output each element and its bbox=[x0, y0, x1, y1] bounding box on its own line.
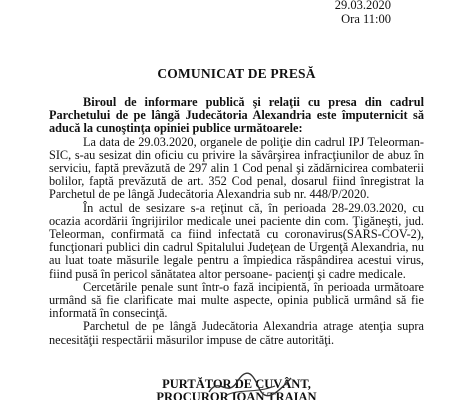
release-time: Ora 11:00 bbox=[341, 12, 391, 26]
paragraph-1: La data de 29.03.2020, organele de poliţie din cadrul IPJ Teleorman- SIC, s-au sesizat din oficiu cu privire la săvârşirea infracţiunilor de abuz în serviciu, faptă prevăzută de 297 alin 1 Cod penal şi zădărnicirea combaterii bolilor, faptă prevăzută de art. 352 Cod penal, dosarul fiind înregistrat la Parchetul de pe lângă Judecătoria Alexandria sub nr. 448/P/2020. bbox=[49, 134, 424, 202]
intro-paragraph: Biroul de informare publică şi relaţii cu presa din cadrul Parchetului de pe lângă Judecătoria Alexandria este împuternicit să aducă la cunoştinţa opiniei publice următoarele: bbox=[49, 95, 424, 136]
header-meta bbox=[335, 0, 391, 26]
document-title: COMUNICAT DE PRESĂ bbox=[157, 66, 316, 81]
paragraph-3: Cercetările penale sunt într-o fază incipientă, în perioada următoare urmând să fie clarificate mai multe aspecte, opinia publică urmând să fie informată în consecinţă. bbox=[49, 279, 424, 321]
paragraph-2: În actul de sesizare s-a reţinut că, în perioada 28-29.03.2020, cu ocazia acordării îngrijirilor medicale unei paciente din com. Ţigăneşti, jud. Teleorman, confirmată ca fiind infectată cu coronavirus(SARS-COV-2), funcţionari publici din cadrul Spitalului Judeţean de Urgenţă Alexandria, nu au luat toate măsurile legale pentru a împiedica răspândirea acestui virus, fiind pusă în pericol sănătatea altor persoane- pacienţi şi cadre medicale. bbox=[49, 200, 424, 281]
handwritten-signature-icon bbox=[205, 370, 295, 400]
release-date: 29.03.2020 bbox=[334, 0, 391, 12]
paragraph-4: Parchetul de pe lângă Judecătoria Alexandria atrage atenţia supra necesităţii respectării măsurilor impuse de către autorităţi. bbox=[49, 319, 424, 347]
document-body bbox=[49, 96, 424, 347]
signature-name: PROCUROR IOAN TRAIAN bbox=[156, 390, 317, 400]
signature-role: PURTĂTOR DE CUVÂNT, bbox=[162, 377, 311, 391]
